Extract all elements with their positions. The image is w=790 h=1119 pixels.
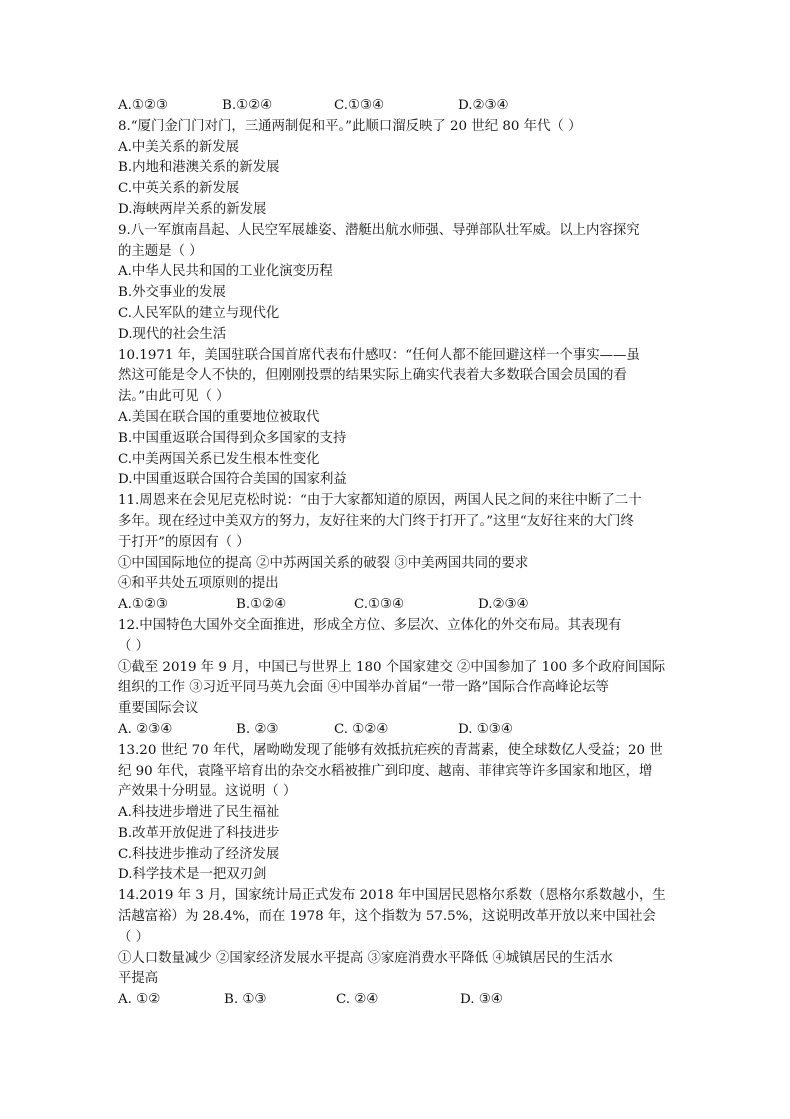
q12-option-d[interactable]: D. ①③④ [458,721,513,737]
q14-stem-line-2: 活越富裕）为 28.4%，而在 1978 年，这个指数为 57.5%，这说明改革开放以来中国社会 [118,909,656,925]
q10-option-a[interactable]: A.美国在联合国的重要地位被取代 [118,409,320,425]
q13-option-c[interactable]: C.科技进步推动了经济发展 [118,846,280,862]
q11-stem-line-1: 11.周恩来在会见尼克松时说：“由于大家都知道的原因，两国人民之间的来往中断了二十 [118,493,642,509]
q8-option-b[interactable]: B.内地和港澳关系的新发展 [118,160,280,176]
q12-items-line-1: ①截至 2019 年 9 月，中国已与世界上 180 个国家建交 ②中国参加了 100 多个政府间国际 [118,659,666,675]
q12-items-line-3: 重要国际会议 [118,701,199,717]
q11-option-a[interactable]: A.①②③ [118,597,168,613]
q14-option-d[interactable]: D. ③④ [460,992,503,1008]
q12-option-b[interactable]: B. ②③ [236,721,279,737]
q12-stem-line-2: （ ） [118,638,150,654]
q10-option-d[interactable]: D.中国重返联合国符合美国的国家利益 [118,472,347,488]
q8-option-d[interactable]: D.海峡两岸关系的新发展 [118,201,267,217]
q13-stem-line-1: 13.20 世纪 70 年代，屠呦呦发现了能够有效抵抗疟疾的青蒿素，使全球数亿人受益；20 世 [118,742,663,758]
q12-option-a[interactable]: A. ②③④ [118,721,173,737]
q12-option-c[interactable]: C. ①②④ [334,721,389,737]
q14-option-a[interactable]: A. ①② [118,992,161,1008]
q9-stem-line-1: 9.八一军旗南昌起、人民空军展雄姿、潜艇出航水师强、导弹部队壮军威。以上内容探究 [118,222,640,238]
q10-stem-line-3: 法。”由此可见（ ） [118,389,230,405]
q14-items-line-2: 平提高 [118,971,159,987]
q14-stem-line-1: 14.2019 年 3 月，国家统计局正式发布 2018 年中国居民恩格尔系数（恩格尔系数越小，生 [118,888,666,904]
q13-stem-line-2: 纪 90 年代，袁隆平培育出的杂交水稻被推广到印度、越南、菲律宾等许多国家和地区，增 [118,763,653,779]
q11-options [118,595,678,616]
q12-items-line-2: 组织的工作 ③习近平同马英九会面 ④中国举办首届“一带一路”国际合作高峰论坛等 [118,680,609,696]
q14-stem-line-3: （ ） [118,929,150,945]
q8-option-a[interactable]: A.中美关系的新发展 [118,139,240,155]
q12-options [118,720,678,741]
q9-option-b[interactable]: B.外交事业的发展 [118,285,226,301]
q7-option-d[interactable]: D.②③④ [458,98,509,113]
q11-option-c[interactable]: C.①③④ [354,597,405,613]
q8-option-c[interactable]: C.中英关系的新发展 [118,181,240,197]
q7-option-a[interactable]: A.①②③ [118,98,168,113]
q12-stem-line-1: 12.中国特色大国外交全面推进，形成全方位、多层次、立体化的外交布局。其表现有 [118,617,622,633]
q7-options [118,96,678,117]
q10-option-c[interactable]: C.中美两国关系已发生根本性变化 [118,451,320,467]
exam-page [118,96,678,1011]
q11-option-d[interactable]: D.②③④ [478,597,529,613]
q9-option-a[interactable]: A.中华人民共和国的工业化演变历程 [118,264,333,280]
q9-option-c[interactable]: C.人民军队的建立与现代化 [118,305,280,321]
q14-option-c[interactable]: C. ②④ [336,992,379,1008]
q11-stem-line-2: 多年。现在经过中美双方的努力，友好往来的大门终于打开了。”这里“友好往来的大门终 [118,513,634,529]
q11-items-line-1: ①中国国际地位的提高 ②中苏两国关系的破裂 ③中美两国共同的要求 [118,555,529,571]
q7-option-b[interactable]: B.①②④ [222,98,273,113]
q10-option-b[interactable]: B.中国重返联合国得到众多国家的支持 [118,430,347,446]
q13-option-b[interactable]: B.改革开放促进了科技进步 [118,825,280,841]
q10-stem-line-2: 然这可能是令人不快的，但刚刚投票的结果实际上确实代表着大多数联合国会员国的看 [118,368,627,384]
q11-stem-line-3: 于打开”的原因有（ ） [118,534,250,550]
q13-option-a[interactable]: A.科技进步增进了民生福祉 [118,805,280,821]
q10-stem-line-1: 10.1971 年，美国驻联合国首席代表布什感叹：“任何人都不能回避这样一个事实——虽 [118,347,640,363]
q7-option-c[interactable]: C.①③④ [334,98,385,113]
q14-option-b[interactable]: B. ①③ [224,992,267,1008]
q14-items-line-1: ①人口数量减少 ②国家经济发展水平提高 ③家庭消费水平降低 ④城镇居民的生活水 [118,950,613,966]
q8-stem: 8.“厦门金门门对门，三通两制促和平。”此顺口溜反映了 20 世纪 80 年代（ ） [118,118,582,134]
q13-stem-line-3: 产效果十分明显。这说明（ ） [118,784,297,800]
q13-option-d[interactable]: D.科学技术是一把双刃剑 [118,867,267,883]
q14-options [118,990,678,1011]
q9-option-d[interactable]: D.现代的社会生活 [118,326,227,342]
q9-stem-line-2: 的主题是（ ） [118,243,203,259]
q11-option-b[interactable]: B.①②④ [236,597,287,613]
q11-items-line-2: ④和平共处五项原则的提出 [118,576,279,592]
